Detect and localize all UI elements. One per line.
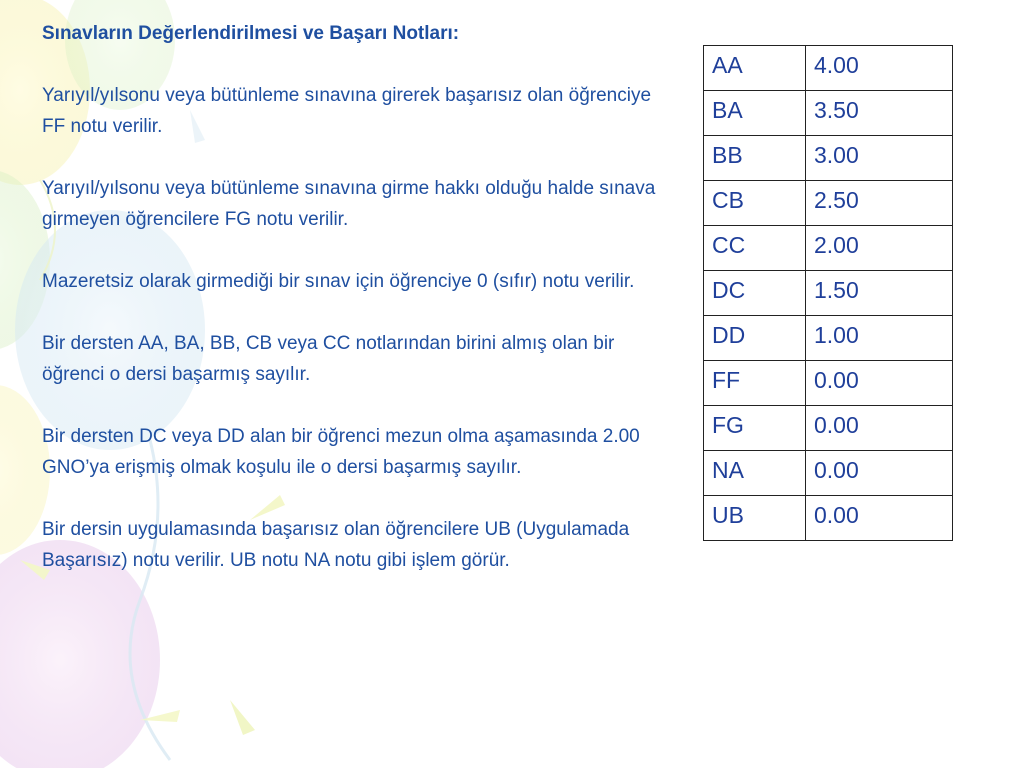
- rule-paragraph-conditional-pass: Bir dersten DC veya DD alan bir öğrenci mezun olma aşamasında 2.00 GNO’ya erişmiş olmak koşulu ile o dersi başarmış sayılır.: [42, 426, 640, 478]
- grade-code-cell: FF: [704, 361, 806, 406]
- grade-point-cell: 2.50: [806, 181, 953, 226]
- rule-paragraph-fg: Yarıyıl/yılsonu veya bütünleme sınavına girme hakkı olduğu halde sınava girmeyen öğrencilere FG notu verilir.: [42, 178, 656, 230]
- table-row: [704, 91, 953, 136]
- grade-code-cell: BA: [704, 91, 806, 136]
- table-row: [704, 451, 953, 496]
- grade-code-cell: BB: [704, 136, 806, 181]
- rule-paragraph-pass: Bir dersten AA, BA, BB, CB veya CC notlarından birini almış olan bir öğrenci o dersi başarmış sayılır.: [42, 333, 615, 385]
- grade-point-cell: 1.50: [806, 271, 953, 316]
- grade-code-cell: DC: [704, 271, 806, 316]
- grade-code-cell: DD: [704, 316, 806, 361]
- table-row: [704, 496, 953, 541]
- grading-rules-text: [42, 18, 672, 576]
- grade-point-cell: 2.00: [806, 226, 953, 271]
- rule-paragraph-ub: Bir dersin uygulamasında başarısız olan öğrencilere UB (Uygulamada Başarısız) notu verilir. UB notu NA notu gibi işlem görür.: [42, 519, 630, 571]
- rule-paragraph-ff: Yarıyıl/yılsonu veya bütünleme sınavına girerek başarısız olan öğrenciye FF notu verilir.: [42, 85, 652, 137]
- table-row: [704, 181, 953, 226]
- grade-point-cell: 1.00: [806, 316, 953, 361]
- table-row: [704, 226, 953, 271]
- grade-code-cell: FG: [704, 406, 806, 451]
- grade-point-cell: 0.00: [806, 496, 953, 541]
- table-row: [704, 406, 953, 451]
- grade-code-cell: CB: [704, 181, 806, 226]
- grade-point-cell: 3.00: [806, 136, 953, 181]
- rule-paragraph-zero: Mazeretsiz olarak girmediği bir sınav için öğrenciye 0 (sıfır) notu verilir.: [42, 271, 635, 292]
- grade-point-cell: 4.00: [806, 46, 953, 91]
- table-row: [704, 46, 953, 91]
- grade-point-cell: 0.00: [806, 406, 953, 451]
- grade-point-cell: 0.00: [806, 451, 953, 496]
- grade-point-cell: 3.50: [806, 91, 953, 136]
- table-row: [704, 271, 953, 316]
- grade-points-table: [703, 45, 953, 541]
- grade-code-cell: CC: [704, 226, 806, 271]
- table-row: [704, 136, 953, 181]
- grade-point-cell: 0.00: [806, 361, 953, 406]
- section-heading: Sınavların Değerlendirilmesi ve Başarı Notları:: [42, 23, 460, 44]
- table-row: [704, 316, 953, 361]
- grade-code-cell: UB: [704, 496, 806, 541]
- grade-code-cell: NA: [704, 451, 806, 496]
- table-row: [704, 361, 953, 406]
- grade-code-cell: AA: [704, 46, 806, 91]
